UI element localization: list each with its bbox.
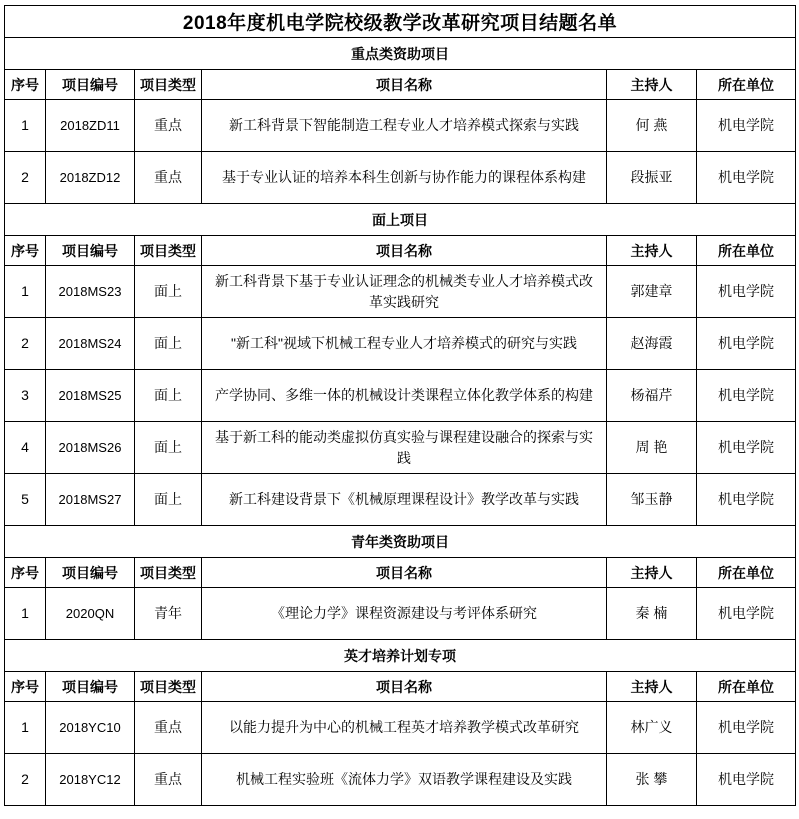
cell-project-type: 面上 xyxy=(135,370,202,422)
cell-project-type: 青年 xyxy=(135,588,202,640)
page-title: 2018年度机电学院校级教学改革研究项目结题名单 xyxy=(5,6,796,38)
section-header: 英才培养计划专项 xyxy=(5,640,796,672)
cell-project-code: 2018MS23 xyxy=(46,266,135,318)
cell-unit: 机电学院 xyxy=(697,422,796,474)
col-serial: 序号 xyxy=(5,70,46,100)
col-project-type: 项目类型 xyxy=(135,70,202,100)
col-unit: 所在单位 xyxy=(697,672,796,702)
cell-project-name: 基于新工科的能动类虚拟仿真实验与课程建设融合的探索与实践 xyxy=(202,422,607,474)
section-header: 重点类资助项目 xyxy=(5,38,796,70)
cell-serial: 1 xyxy=(5,588,46,640)
cell-leader: 郭建章 xyxy=(607,266,697,318)
cell-leader: 赵海霞 xyxy=(607,318,697,370)
col-leader: 主持人 xyxy=(607,558,697,588)
column-header-row xyxy=(5,236,796,266)
col-leader: 主持人 xyxy=(607,70,697,100)
cell-project-code: 2018ZD12 xyxy=(46,152,135,204)
cell-project-code: 2018YC10 xyxy=(46,702,135,754)
section-row xyxy=(5,204,796,236)
cell-unit: 机电学院 xyxy=(697,152,796,204)
cell-project-type: 重点 xyxy=(135,152,202,204)
section-row xyxy=(5,38,796,70)
cell-project-name: 产学协同、多维一体的机械设计类课程立体化教学体系的构建 xyxy=(202,370,607,422)
cell-project-type: 重点 xyxy=(135,100,202,152)
cell-project-code: 2018MS26 xyxy=(46,422,135,474)
title-row xyxy=(5,6,796,38)
col-project-code: 项目编号 xyxy=(46,236,135,266)
section-row xyxy=(5,526,796,558)
table-row xyxy=(5,422,796,474)
col-project-name: 项目名称 xyxy=(202,70,607,100)
cell-project-code: 2018MS24 xyxy=(46,318,135,370)
column-header-row xyxy=(5,70,796,100)
cell-unit: 机电学院 xyxy=(697,588,796,640)
cell-project-name: 新工科建设背景下《机械原理课程设计》教学改革与实践 xyxy=(202,474,607,526)
cell-project-type: 面上 xyxy=(135,266,202,318)
cell-project-code: 2018MS25 xyxy=(46,370,135,422)
cell-unit: 机电学院 xyxy=(697,754,796,806)
cell-project-type: 面上 xyxy=(135,422,202,474)
cell-project-code: 2018YC12 xyxy=(46,754,135,806)
cell-project-name: 《理论力学》课程资源建设与考评体系研究 xyxy=(202,588,607,640)
cell-serial: 1 xyxy=(5,100,46,152)
cell-project-type: 面上 xyxy=(135,474,202,526)
cell-unit: 机电学院 xyxy=(697,474,796,526)
col-project-type: 项目类型 xyxy=(135,236,202,266)
col-project-type: 项目类型 xyxy=(135,672,202,702)
col-serial: 序号 xyxy=(5,236,46,266)
section-header: 面上项目 xyxy=(5,204,796,236)
col-leader: 主持人 xyxy=(607,236,697,266)
col-project-code: 项目编号 xyxy=(46,672,135,702)
col-serial: 序号 xyxy=(5,558,46,588)
table-row xyxy=(5,152,796,204)
cell-leader: 段振亚 xyxy=(607,152,697,204)
table-row xyxy=(5,754,796,806)
cell-project-name: 基于专业认证的培养本科生创新与协作能力的课程体系构建 xyxy=(202,152,607,204)
cell-serial: 2 xyxy=(5,318,46,370)
cell-serial: 1 xyxy=(5,702,46,754)
table-row xyxy=(5,370,796,422)
cell-project-code: 2020QN xyxy=(46,588,135,640)
col-project-name: 项目名称 xyxy=(202,558,607,588)
cell-leader: 张 攀 xyxy=(607,754,697,806)
section-header: 青年类资助项目 xyxy=(5,526,796,558)
col-unit: 所在单位 xyxy=(697,558,796,588)
section-row xyxy=(5,640,796,672)
cell-serial: 4 xyxy=(5,422,46,474)
col-project-name: 项目名称 xyxy=(202,672,607,702)
cell-project-type: 重点 xyxy=(135,754,202,806)
col-project-code: 项目编号 xyxy=(46,70,135,100)
table-row xyxy=(5,100,796,152)
table-row xyxy=(5,702,796,754)
cell-project-type: 面上 xyxy=(135,318,202,370)
cell-project-code: 2018ZD11 xyxy=(46,100,135,152)
col-serial: 序号 xyxy=(5,672,46,702)
table-row xyxy=(5,266,796,318)
cell-project-name: 机械工程实验班《流体力学》双语教学课程建设及实践 xyxy=(202,754,607,806)
table-body xyxy=(5,6,796,806)
table-row xyxy=(5,318,796,370)
cell-project-name: "新工科"视域下机械工程专业人才培养模式的研究与实践 xyxy=(202,318,607,370)
cell-leader: 杨福芹 xyxy=(607,370,697,422)
cell-project-name: 新工科背景下智能制造工程专业人才培养模式探索与实践 xyxy=(202,100,607,152)
cell-unit: 机电学院 xyxy=(697,100,796,152)
cell-leader: 邹玉静 xyxy=(607,474,697,526)
col-unit: 所在单位 xyxy=(697,236,796,266)
cell-serial: 2 xyxy=(5,754,46,806)
col-project-type: 项目类型 xyxy=(135,558,202,588)
column-header-row xyxy=(5,672,796,702)
cell-project-name: 以能力提升为中心的机械工程英才培养教学模式改革研究 xyxy=(202,702,607,754)
cell-unit: 机电学院 xyxy=(697,702,796,754)
cell-project-type: 重点 xyxy=(135,702,202,754)
cell-unit: 机电学院 xyxy=(697,370,796,422)
cell-serial: 5 xyxy=(5,474,46,526)
table-row xyxy=(5,474,796,526)
table-row xyxy=(5,588,796,640)
column-header-row xyxy=(5,558,796,588)
col-unit: 所在单位 xyxy=(697,70,796,100)
col-leader: 主持人 xyxy=(607,672,697,702)
cell-serial: 3 xyxy=(5,370,46,422)
cell-unit: 机电学院 xyxy=(697,266,796,318)
cell-project-code: 2018MS27 xyxy=(46,474,135,526)
cell-serial: 2 xyxy=(5,152,46,204)
cell-leader: 林广义 xyxy=(607,702,697,754)
cell-leader: 何 燕 xyxy=(607,100,697,152)
project-results-table xyxy=(4,5,796,806)
col-project-name: 项目名称 xyxy=(202,236,607,266)
cell-unit: 机电学院 xyxy=(697,318,796,370)
cell-serial: 1 xyxy=(5,266,46,318)
cell-leader: 秦 楠 xyxy=(607,588,697,640)
cell-project-name: 新工科背景下基于专业认证理念的机械类专业人才培养模式改革实践研究 xyxy=(202,266,607,318)
cell-leader: 周 艳 xyxy=(607,422,697,474)
col-project-code: 项目编号 xyxy=(46,558,135,588)
